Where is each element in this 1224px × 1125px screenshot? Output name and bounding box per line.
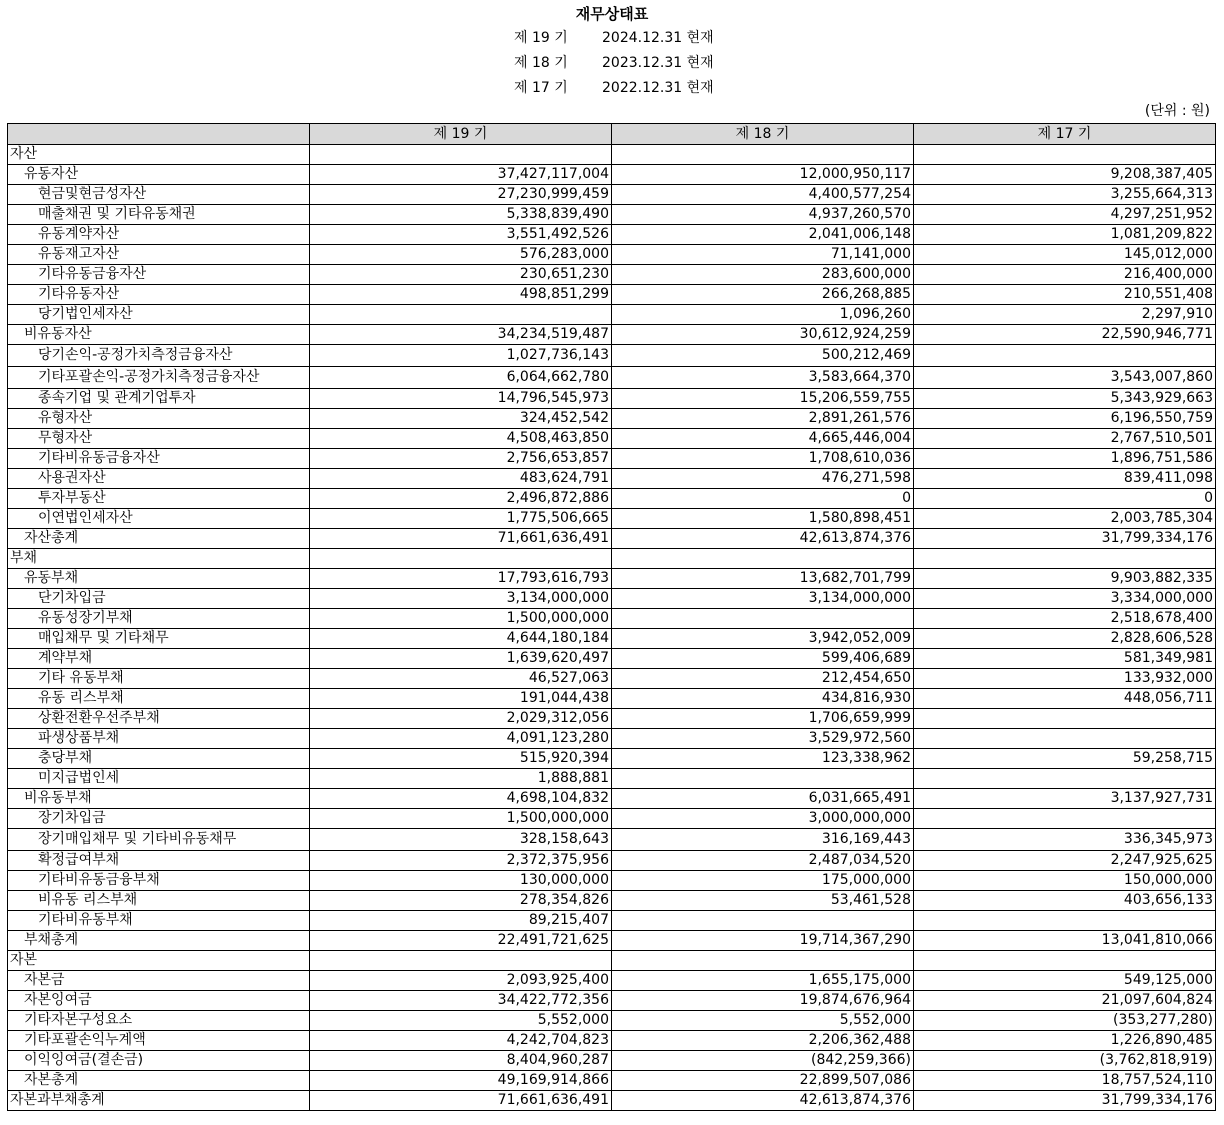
value-cell: 53,461,528: [612, 891, 914, 911]
value-cell: 1,500,000,000: [310, 809, 612, 829]
value-cell: 266,268,885: [612, 285, 914, 305]
value-cell: 0: [612, 489, 914, 509]
value-cell: 515,920,394: [310, 749, 612, 769]
table-row: [8, 1071, 1216, 1091]
header-cell-period-19: 제 19 기: [310, 124, 612, 145]
value-cell: [914, 709, 1216, 729]
table-row: [8, 185, 1216, 205]
table-row: [8, 429, 1216, 449]
row-label: 매입채무 및 기타채무: [8, 629, 310, 649]
period-label: 제 19 기: [514, 30, 568, 46]
table-row: [8, 165, 1216, 185]
value-cell: [310, 549, 612, 569]
table-row: [8, 951, 1216, 971]
value-cell: 2,891,261,576: [612, 409, 914, 429]
value-cell: 1,775,506,665: [310, 509, 612, 529]
table-row: [8, 911, 1216, 931]
row-label: 기타유동금융자산: [8, 265, 310, 285]
unit-label: (단위 : 원): [1144, 103, 1210, 119]
value-cell: [914, 769, 1216, 789]
row-label: 확정급여부채: [8, 851, 310, 871]
header-cell-period-18: 제 18 기: [612, 124, 914, 145]
table-row: [8, 769, 1216, 789]
value-cell: 1,888,881: [310, 769, 612, 789]
value-cell: 3,543,007,860: [914, 367, 1216, 389]
value-cell: 324,452,542: [310, 409, 612, 429]
value-cell: 1,081,209,822: [914, 225, 1216, 245]
value-cell: 2,041,006,148: [612, 225, 914, 245]
period-row: [514, 27, 714, 52]
value-cell: [612, 549, 914, 569]
header-cell-period-17: 제 17 기: [914, 124, 1216, 145]
table-row: [8, 609, 1216, 629]
value-cell: 130,000,000: [310, 871, 612, 891]
value-cell: 4,091,123,280: [310, 729, 612, 749]
value-cell: 2,518,678,400: [914, 609, 1216, 629]
row-label: 유동계약자산: [8, 225, 310, 245]
table-row: [8, 145, 1216, 165]
value-cell: (353,277,280): [914, 1011, 1216, 1031]
row-label: 유동성장기부채: [8, 609, 310, 629]
row-label: 기타비유동부채: [8, 911, 310, 931]
statement-title: 재무상태표: [575, 5, 649, 23]
value-cell: 1,896,751,586: [914, 449, 1216, 469]
value-cell: 2,093,925,400: [310, 971, 612, 991]
row-label: 기타유동자산: [8, 285, 310, 305]
value-cell: 71,141,000: [612, 245, 914, 265]
table-row: [8, 669, 1216, 689]
table-row: [8, 489, 1216, 509]
value-cell: 581,349,981: [914, 649, 1216, 669]
value-cell: 71,661,636,491: [310, 1091, 612, 1111]
value-cell: 42,613,874,376: [612, 529, 914, 549]
value-cell: 1,096,260: [612, 305, 914, 325]
table-row: [8, 749, 1216, 769]
value-cell: 2,372,375,956: [310, 851, 612, 871]
row-label: 장기차입금: [8, 809, 310, 829]
table-row: [8, 689, 1216, 709]
row-label: 충당부채: [8, 749, 310, 769]
row-label: 기타비유동금융부채: [8, 871, 310, 891]
row-label: 기타비유동금융자산: [8, 449, 310, 469]
row-label: 자산총계: [8, 529, 310, 549]
table-row: [8, 809, 1216, 829]
value-cell: [914, 911, 1216, 931]
value-cell: 230,651,230: [310, 265, 612, 285]
table-row: [8, 549, 1216, 569]
value-cell: 2,828,606,528: [914, 629, 1216, 649]
value-cell: 448,056,711: [914, 689, 1216, 709]
value-cell: 14,796,545,973: [310, 389, 612, 409]
table-row: [8, 409, 1216, 429]
value-cell: 2,029,312,056: [310, 709, 612, 729]
table-row: [8, 1051, 1216, 1071]
table-row: [8, 509, 1216, 529]
value-cell: 13,682,701,799: [612, 569, 914, 589]
value-cell: 71,661,636,491: [310, 529, 612, 549]
row-label: 자본과부채총계: [8, 1091, 310, 1111]
table-row: [8, 245, 1216, 265]
value-cell: 4,297,251,952: [914, 205, 1216, 225]
value-cell: 3,551,492,526: [310, 225, 612, 245]
table-row: [8, 991, 1216, 1011]
value-cell: 145,012,000: [914, 245, 1216, 265]
value-cell: 17,793,616,793: [310, 569, 612, 589]
value-cell: 2,206,362,488: [612, 1031, 914, 1051]
row-label: 기타자본구성요소: [8, 1011, 310, 1031]
row-label: 상환전환우선주부채: [8, 709, 310, 729]
row-label: 비유동부채: [8, 789, 310, 809]
row-label: 자본잉여금: [8, 991, 310, 1011]
row-label: 자본총계: [8, 1071, 310, 1091]
table-row: [8, 971, 1216, 991]
value-cell: [612, 951, 914, 971]
value-cell: 19,874,676,964: [612, 991, 914, 1011]
row-label: 파생상품부채: [8, 729, 310, 749]
table-row: [8, 529, 1216, 549]
row-label: 장기매입채무 및 기타비유동채무: [8, 829, 310, 851]
value-cell: 22,899,507,086: [612, 1071, 914, 1091]
value-cell: [612, 769, 914, 789]
value-cell: 576,283,000: [310, 245, 612, 265]
table-row: [8, 569, 1216, 589]
period-row: [514, 77, 714, 102]
value-cell: 6,196,550,759: [914, 409, 1216, 429]
value-cell: 37,427,117,004: [310, 165, 612, 185]
header-cell-label: [8, 124, 310, 145]
value-cell: (3,762,818,919): [914, 1051, 1216, 1071]
value-cell: [914, 145, 1216, 165]
row-label: 투자부동산: [8, 489, 310, 509]
value-cell: 328,158,643: [310, 829, 612, 851]
row-label: 이연법인세자산: [8, 509, 310, 529]
value-cell: 2,496,872,886: [310, 489, 612, 509]
value-cell: 18,757,524,110: [914, 1071, 1216, 1091]
row-label: 유동자산: [8, 165, 310, 185]
value-cell: [310, 145, 612, 165]
period-list: [514, 27, 714, 102]
value-cell: 3,134,000,000: [612, 589, 914, 609]
value-cell: 5,338,839,490: [310, 205, 612, 225]
value-cell: 3,942,052,009: [612, 629, 914, 649]
value-cell: 3,134,000,000: [310, 589, 612, 609]
row-label: 기타포괄손익-공정가치측정금융자산: [8, 367, 310, 389]
value-cell: 13,041,810,066: [914, 931, 1216, 951]
row-label: 종속기업 및 관계기업투자: [8, 389, 310, 409]
row-label: 현금및현금성자산: [8, 185, 310, 205]
value-cell: 22,590,946,771: [914, 325, 1216, 345]
value-cell: [612, 911, 914, 931]
value-cell: 21,097,604,824: [914, 991, 1216, 1011]
row-label: 계약부채: [8, 649, 310, 669]
value-cell: 1,500,000,000: [310, 609, 612, 629]
value-cell: 12,000,950,117: [612, 165, 914, 185]
table-row: [8, 709, 1216, 729]
table-row: [8, 1031, 1216, 1051]
value-cell: 3,137,927,731: [914, 789, 1216, 809]
value-cell: 3,529,972,560: [612, 729, 914, 749]
value-cell: [914, 345, 1216, 367]
table-row: [8, 225, 1216, 245]
value-cell: 599,406,689: [612, 649, 914, 669]
value-cell: 5,552,000: [612, 1011, 914, 1031]
row-label: 유동부채: [8, 569, 310, 589]
value-cell: 1,706,659,999: [612, 709, 914, 729]
value-cell: 2,487,034,520: [612, 851, 914, 871]
value-cell: 46,527,063: [310, 669, 612, 689]
value-cell: 59,258,715: [914, 749, 1216, 769]
table-row: [8, 345, 1216, 367]
value-cell: 6,031,665,491: [612, 789, 914, 809]
table-row: [8, 629, 1216, 649]
value-cell: 4,242,704,823: [310, 1031, 612, 1051]
table-row: [8, 649, 1216, 669]
value-cell: 191,044,438: [310, 689, 612, 709]
value-cell: 278,354,826: [310, 891, 612, 911]
table-row: [8, 469, 1216, 489]
row-label: 무형자산: [8, 429, 310, 449]
period-date: 2024.12.31 현재: [602, 30, 714, 46]
value-cell: 22,491,721,625: [310, 931, 612, 951]
row-label: 비유동 리스부채: [8, 891, 310, 911]
value-cell: 3,334,000,000: [914, 589, 1216, 609]
value-cell: 210,551,408: [914, 285, 1216, 305]
row-label: 당기법인세자산: [8, 305, 310, 325]
period-label: 제 17 기: [514, 80, 568, 96]
value-cell: 9,903,882,335: [914, 569, 1216, 589]
table-row: [8, 871, 1216, 891]
value-cell: 0: [914, 489, 1216, 509]
row-label: 유동재고자산: [8, 245, 310, 265]
value-cell: 123,338,962: [612, 749, 914, 769]
value-cell: 5,552,000: [310, 1011, 612, 1031]
value-cell: 9,208,387,405: [914, 165, 1216, 185]
value-cell: 316,169,443: [612, 829, 914, 851]
value-cell: 3,255,664,313: [914, 185, 1216, 205]
row-label: 기타 유동부채: [8, 669, 310, 689]
value-cell: 498,851,299: [310, 285, 612, 305]
value-cell: 6,064,662,780: [310, 367, 612, 389]
value-cell: [914, 549, 1216, 569]
value-cell: 133,932,000: [914, 669, 1216, 689]
value-cell: 2,297,910: [914, 305, 1216, 325]
value-cell: 1,580,898,451: [612, 509, 914, 529]
row-label: 자본금: [8, 971, 310, 991]
value-cell: 434,816,930: [612, 689, 914, 709]
table-row: [8, 729, 1216, 749]
value-cell: 2,756,653,857: [310, 449, 612, 469]
value-cell: 15,206,559,755: [612, 389, 914, 409]
table-row: [8, 305, 1216, 325]
table-row: [8, 325, 1216, 345]
table-row: [8, 829, 1216, 851]
value-cell: 27,230,999,459: [310, 185, 612, 205]
value-cell: [612, 609, 914, 629]
value-cell: 3,583,664,370: [612, 367, 914, 389]
row-label: 매출채권 및 기타유동채권: [8, 205, 310, 225]
table-row: [8, 449, 1216, 469]
table-row: [8, 891, 1216, 911]
table-row: [8, 205, 1216, 225]
value-cell: 2,247,925,625: [914, 851, 1216, 871]
value-cell: 1,708,610,036: [612, 449, 914, 469]
table-row: [8, 851, 1216, 871]
value-cell: 1,027,736,143: [310, 345, 612, 367]
value-cell: 500,212,469: [612, 345, 914, 367]
value-cell: 3,000,000,000: [612, 809, 914, 829]
row-label: 자산: [8, 145, 310, 165]
value-cell: 30,612,924,259: [612, 325, 914, 345]
value-cell: 89,215,407: [310, 911, 612, 931]
table-row: [8, 367, 1216, 389]
row-label: 단기차입금: [8, 589, 310, 609]
row-label: 사용권자산: [8, 469, 310, 489]
value-cell: 1,226,890,485: [914, 1031, 1216, 1051]
value-cell: 34,234,519,487: [310, 325, 612, 345]
value-cell: 483,624,791: [310, 469, 612, 489]
row-label: 이익잉여금(결손금): [8, 1051, 310, 1071]
value-cell: 283,600,000: [612, 265, 914, 285]
table-body: [8, 145, 1216, 1111]
value-cell: 839,411,098: [914, 469, 1216, 489]
value-cell: 4,665,446,004: [612, 429, 914, 449]
value-cell: 31,799,334,176: [914, 529, 1216, 549]
value-cell: [914, 729, 1216, 749]
period-date: 2023.12.31 현재: [602, 55, 714, 71]
value-cell: [914, 951, 1216, 971]
period-date: 2022.12.31 현재: [602, 80, 714, 96]
value-cell: 212,454,650: [612, 669, 914, 689]
value-cell: 34,422,772,356: [310, 991, 612, 1011]
value-cell: 2,767,510,501: [914, 429, 1216, 449]
value-cell: (842,259,366): [612, 1051, 914, 1071]
period-label: 제 18 기: [514, 55, 568, 71]
value-cell: 216,400,000: [914, 265, 1216, 285]
table-row: [8, 389, 1216, 409]
row-label: 유형자산: [8, 409, 310, 429]
table-row: [8, 931, 1216, 951]
row-label: 당기손익-공정가치측정금융자산: [8, 345, 310, 367]
value-cell: 4,508,463,850: [310, 429, 612, 449]
value-cell: 5,343,929,663: [914, 389, 1216, 409]
value-cell: 336,345,973: [914, 829, 1216, 851]
value-cell: 42,613,874,376: [612, 1091, 914, 1111]
table-row: [8, 1091, 1216, 1111]
row-label: 부채: [8, 549, 310, 569]
table-row: [8, 589, 1216, 609]
value-cell: 19,714,367,290: [612, 931, 914, 951]
value-cell: 4,698,104,832: [310, 789, 612, 809]
value-cell: 31,799,334,176: [914, 1091, 1216, 1111]
value-cell: 476,271,598: [612, 469, 914, 489]
table-row: [8, 285, 1216, 305]
value-cell: 2,003,785,304: [914, 509, 1216, 529]
row-label: 비유동자산: [8, 325, 310, 345]
value-cell: 150,000,000: [914, 871, 1216, 891]
value-cell: 549,125,000: [914, 971, 1216, 991]
value-cell: [914, 809, 1216, 829]
row-label: 부채총계: [8, 931, 310, 951]
balance-sheet-table: [7, 123, 1216, 1111]
value-cell: 4,400,577,254: [612, 185, 914, 205]
row-label: 미지급법인세: [8, 769, 310, 789]
value-cell: 8,404,960,287: [310, 1051, 612, 1071]
period-row: [514, 52, 714, 77]
row-label: 유동 리스부채: [8, 689, 310, 709]
row-label: 기타포괄손익누계액: [8, 1031, 310, 1051]
value-cell: 1,655,175,000: [612, 971, 914, 991]
value-cell: 4,644,180,184: [310, 629, 612, 649]
table-row: [8, 789, 1216, 809]
value-cell: [310, 951, 612, 971]
value-cell: [612, 145, 914, 165]
value-cell: [310, 305, 612, 325]
value-cell: 1,639,620,497: [310, 649, 612, 669]
table-row: [8, 1011, 1216, 1031]
header-row: [8, 124, 1216, 145]
value-cell: 4,937,260,570: [612, 205, 914, 225]
value-cell: 175,000,000: [612, 871, 914, 891]
row-label: 자본: [8, 951, 310, 971]
value-cell: 403,656,133: [914, 891, 1216, 911]
table-row: [8, 265, 1216, 285]
value-cell: 49,169,914,866: [310, 1071, 612, 1091]
